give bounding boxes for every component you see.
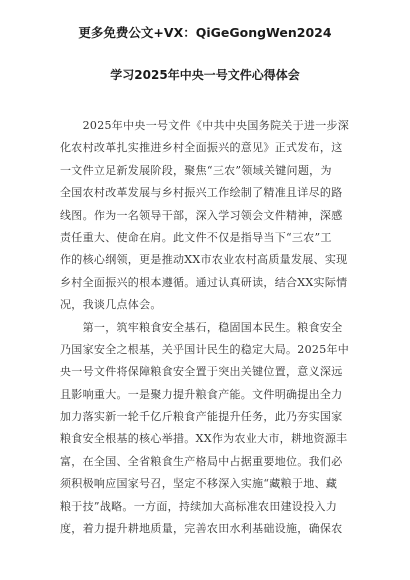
text-line: 富，在全国、全省粮食生产格局中占据重要地位。我们必 xyxy=(60,454,343,468)
paragraph-1 xyxy=(60,115,360,317)
text-line: 况，我谈几点体会。 xyxy=(60,298,162,312)
text-line: 线图。作为一名领导干部，深入学习领会文件精神，深感 xyxy=(60,208,343,222)
text-line: 一文件立足新发展阶段，聚焦“三农”领域关键问题，为 xyxy=(60,163,332,177)
text-line: 第一，筑牢粮食安全基石，稳固国本民生。粮食安全 xyxy=(60,320,343,334)
document-title: 学习2025年中央一号文件心得体会 xyxy=(110,68,300,82)
text-line: 加力落实新一轮千亿斤粮食产能提升任务，此乃夯实国家 xyxy=(60,410,343,424)
text-line: 乡村全面振兴的根本遵循。通过认真研读，结合XX实际情 xyxy=(60,275,348,289)
text-line: 须积极响应国家号召，坚定不移深入实施“藏粮于地、藏 xyxy=(60,477,338,491)
text-line: 且影响重大。一是聚力提升粮食产能。文件明确提出全力 xyxy=(60,387,343,401)
text-line: 粮食安全根基的核心举措。XX作为农业大市，耕地资源丰 xyxy=(60,432,348,446)
text-line: 责任重大、使命在肩。此文件不仅是指导当下“三农”工 xyxy=(60,230,332,244)
document-body xyxy=(60,115,360,540)
text-line: 乃国家安全之根基，关乎国计民生的稳定大局。2025年中 xyxy=(60,342,350,356)
text-line: 全国农村改革发展与乡村振兴工作绘制了精准且详尽的路 xyxy=(60,186,343,200)
text-line: 2025年中央一号文件《中共中央国务院关于进一步深 xyxy=(60,119,350,132)
promo-header: 更多免费公文+VX：QiGeGongWen2024 xyxy=(78,25,332,40)
paragraph-2 xyxy=(60,317,360,541)
text-line: 粮于技”战略。一方面，持续加大高标准农田建设投入力 xyxy=(60,499,338,513)
text-line: 作的核心纲领，更是推动XX市农业农村高质量发展、实现 xyxy=(60,253,348,267)
text-line: 化农村改革扎实推进乡村全面振兴的意见》正式发布，这 xyxy=(60,141,343,155)
text-line: 度，着力提升耕地质量，完善农田水利基础设施，确保农 xyxy=(60,522,343,536)
text-line: 央一号文件将保障粮食安全置于突出关键位置，意义深远 xyxy=(60,365,343,379)
